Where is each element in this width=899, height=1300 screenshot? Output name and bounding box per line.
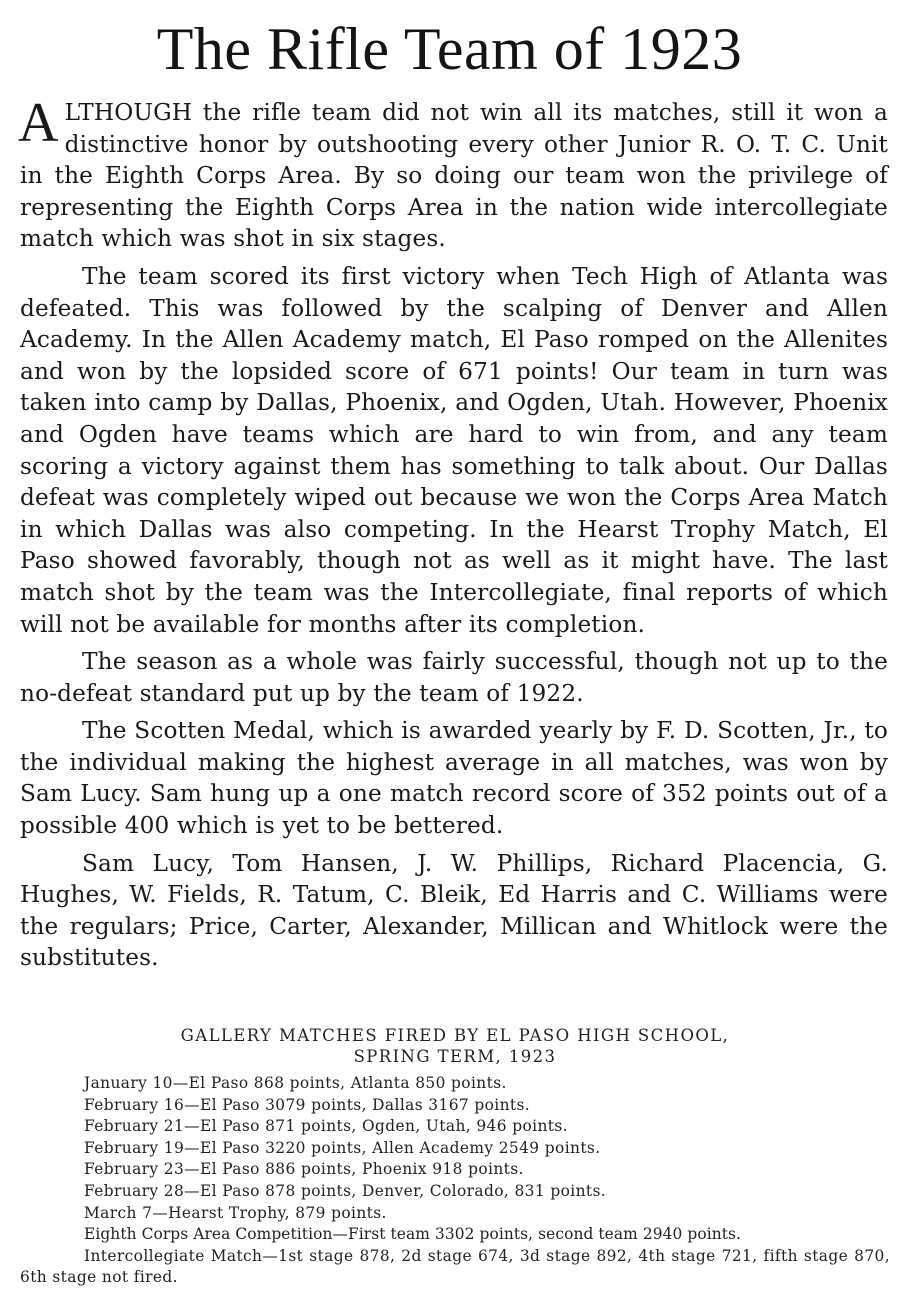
match-line: February 21—El Paso 871 points, Ogden, Utah, 946 points. — [84, 1117, 568, 1136]
paragraph-2: The team scored its first victory when Tech High of Atlanta was defeated. This was followed by the scalping of Denver and Allen Academy. In the Allen Academy match, El Paso romped on the Allenites and won by the lopsided score of 671 points! Our team in turn was taken into camp by Dallas, Phoenix, and Ogden, Utah. However, Phoenix and Ogden have teams which are hard to win from, and any team scoring a victory against them has something to talk about. Our Dallas defeat was completely wiped out because we won the Corps Area Match in which Dallas was also competing. In the Hearst Trophy Match, El Paso showed favorably, though not as well as it might have. The last match shot by the team was the Intercollegiate, final reports of which will not be available for months after its completion. — [20, 262, 888, 638]
gallery-matches-section — [20, 1025, 890, 1289]
match-line: February 16—El Paso 3079 points, Dallas 3167 points. — [84, 1095, 531, 1114]
paragraph-1-text: LTHOUGH the rifle team did not win all its matches, still it won a distinctive honor by outshooting every other Junior R. O. T. C. Unit in the Eighth Corps Area. By so doing our team won the privilege of representing the Eighth Corps Area in the nation wide intercollegiate match which was shot in six stages. — [20, 99, 888, 253]
match-line: January 10—El Paso 868 points, Atlanta 850 points. — [84, 1074, 507, 1092]
article-body — [18, 92, 888, 980]
paragraph-1 — [18, 92, 888, 255]
match-line: February 28—El Paso 878 points, Denver, Colorado, 831 points. — [84, 1181, 607, 1200]
paragraph-4: The Scotten Medal, which is awarded yearly by F. D. Scotten, Jr., to the individual making the highest average in all matches, was won by Sam Lucy. Sam hung up a one match record score of 352 points out of a possible 400 which is yet to be bettered. — [20, 717, 888, 840]
paragraph-3: The season as a whole was fairly successful, though not up to the no-defeat standard put up by the team of 1922. — [20, 648, 888, 707]
match-list — [20, 1073, 890, 1289]
match-line: March 7—Hearst Trophy, 879 points. — [84, 1203, 387, 1222]
match-line: February 19—El Paso 3220 points, Allen Academy 2549 points. — [84, 1138, 601, 1157]
page-title: The Rifle Team of 1923 — [156, 16, 743, 82]
match-line: Intercollegiate Match—1st stage 878, 2d stage 674, 3d stage 892, 4th stage 721, fifth stage 870, 6th stage not fired. — [20, 1246, 890, 1287]
drop-cap: A — [18, 92, 59, 154]
matches-heading-line-1: GALLERY MATCHES FIRED BY EL PASO HIGH SCHOOL, — [180, 1026, 730, 1045]
match-line: February 23—El Paso 886 points, Phoenix 918 points. — [84, 1160, 524, 1179]
matches-heading-line-2: SPRING TERM, 1923 — [353, 1047, 557, 1066]
match-line: Eighth Corps Area Competition—First team 3302 points, second team 2940 points. — [84, 1225, 742, 1244]
paragraph-5: Sam Lucy, Tom Hansen, J. W. Phillips, Richard Placencia, G. Hughes, W. Fields, R. Tatum, C. Bleik, Ed Harris and C. Williams were the regulars; Price, Carter, Alexander, Millican and Whitlock were the substitutes. — [20, 849, 888, 972]
